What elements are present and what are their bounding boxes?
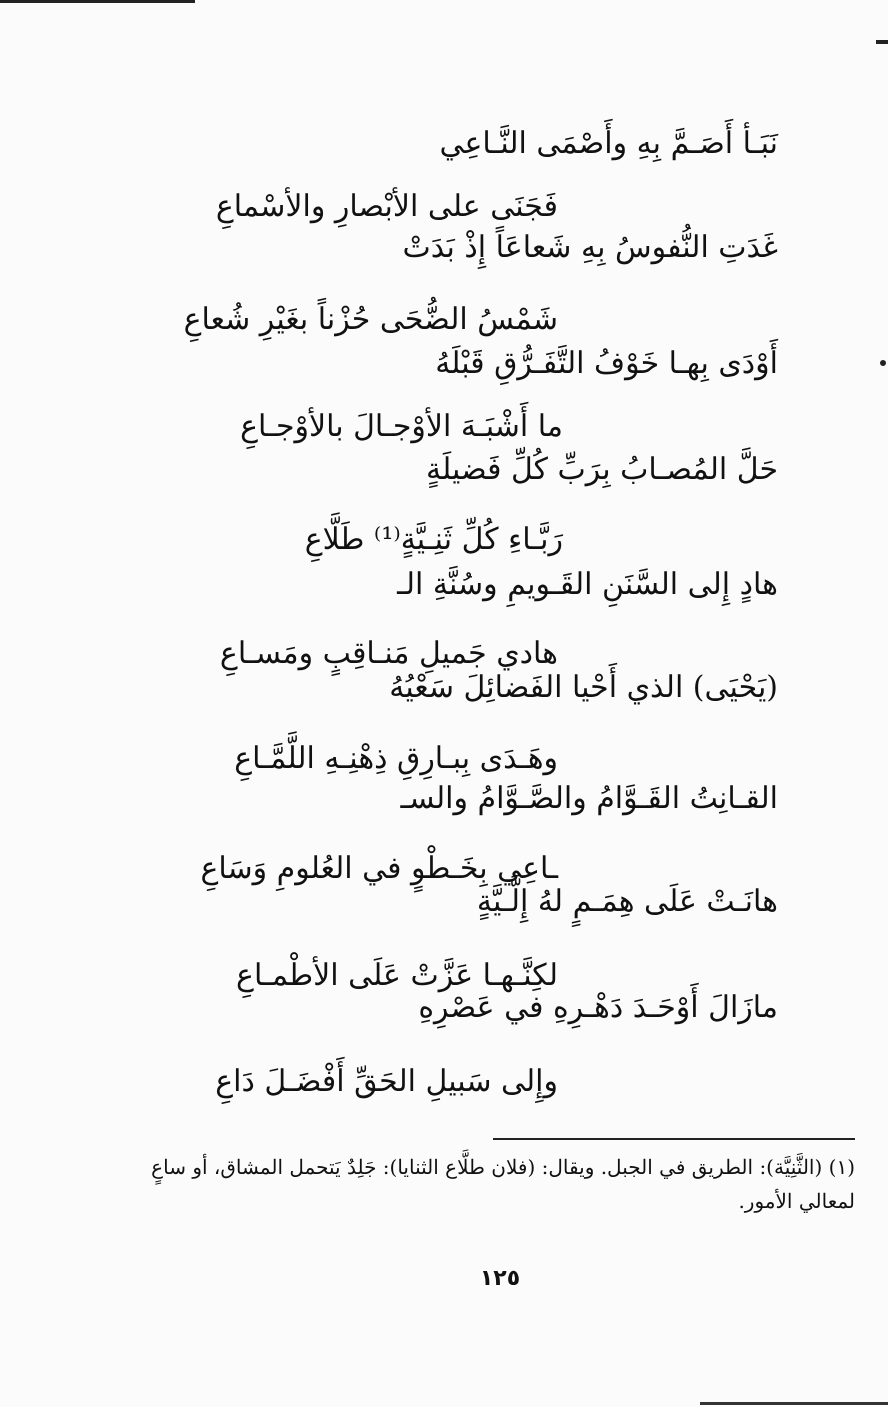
poem-line-6: ما أَشْبَـهَ الأوْجـالَ بالأوْجـاعِ	[240, 409, 563, 444]
poem-line-5: أَوْدَى بِهـا خَوْفُ التَّفَـرُّقِ قَبْلَهُ	[435, 346, 778, 381]
poem-line-7: حَلَّ المُصـابُ بِرَبِّ كُلِّ فَضيلَةٍ	[426, 452, 778, 487]
bottom-edge-rule	[700, 1402, 888, 1405]
poem-line-1: نَبَـأ أَصَـمَّ بِهِ وأَصْمَى النَّـاعِي	[439, 126, 778, 161]
page-number: ١٢٥	[479, 1266, 521, 1291]
poem-line-4: شَمْسُ الضُّحَى حُزْناً بغَيْرِ شُعاعِ	[183, 302, 558, 337]
footnote-separator	[493, 1138, 855, 1140]
poem-line-3: غَدَتِ النُّفوسُ بِهِ شَعاعَاً إِذْ بَدَتْ	[402, 230, 778, 265]
poem-line-18: وإِلى سَبيلِ الحَقِّ أَفْضَـلَ دَاعِ	[215, 1064, 558, 1099]
poem-line-17: مازَالَ أَوْحَـدَ دَهْـرِهِ في عَصْرِهِ	[418, 990, 778, 1025]
right-edge-dot	[880, 360, 886, 366]
footnote: (١) (الثَّنِيَّة): الطريق في الجبل. ويقال: (فلان طلَّاع الثنايا): جَلِدٌ يَتحمل المشاق، أو ساعٍ لمعالي الأمور.	[151, 1155, 855, 1213]
poem-line-9: هادٍ إِلى السَّنَنِ القَـويمِ وسُنَّةِ الـ	[397, 567, 778, 602]
right-edge-mark	[876, 40, 888, 44]
top-edge-rule	[0, 0, 195, 3]
poem-line-10: هادي جَميلِ مَنـاقِبٍ ومَسـاعِ	[219, 636, 558, 671]
poem-line-13: القـانِتُ القَـوَّامُ والصَّـوَّامُ والسـ	[400, 781, 778, 816]
poem-line-14: ـاعِي بِخَـطْوٍ في العُلومِ وَسَاعِ	[200, 851, 558, 886]
poem-line-12: وهَـدَى بِبـارِقِ ذِهْنِـهِ اللَّمَّـاعِ	[234, 741, 558, 776]
poem-line-8: رَبَّـاءِ كُلِّ ثَنِـيَّةٍ⁽¹⁾ طَلَّاعِ	[304, 522, 563, 557]
poem-line-2: فَجَنَى على الأبْصارِ والأسْماعِ	[215, 189, 558, 224]
poem-line-15: هانَـتْ عَلَى هِمَـمٍ لهُ إِلَّـيَّةٍ	[476, 884, 778, 919]
poem-line-16: لكِنَّـهـا عَزَّتْ عَلَى الأطْمـاعِ	[236, 958, 558, 993]
poem-line-11: (يَحْيَى) الذي أَحْيا الفَضائِلَ سَعْيُهُ	[389, 670, 778, 705]
